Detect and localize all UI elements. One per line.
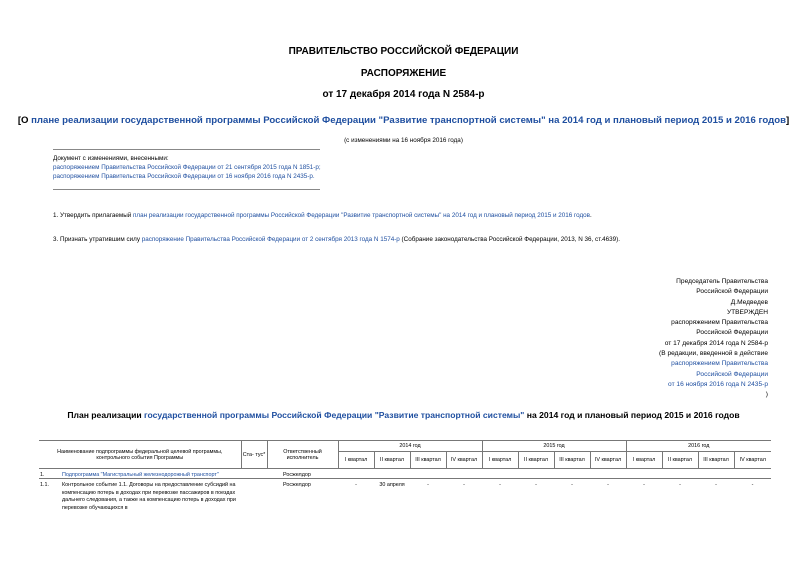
paragraph-1: 1. Утвердить прилагаемый план реализации государственной программы Российской Федерации "Развитие транспортной системы" на 2014 год и плановый период 2015 и 2016 годов.: [53, 212, 592, 219]
header-q3: III квартал: [410, 452, 446, 469]
plan-link[interactable]: план реализации государственной программы Российской Федерации "Развитие транспортной системы" на 2014 год и плановый период 2015 и 2016 годов: [133, 212, 591, 219]
row-status: [241, 479, 267, 513]
header-executor: Ответственный исполнитель: [267, 441, 338, 469]
row-quarters-empty: [338, 469, 771, 479]
signature-line-1: Председатель Правительства: [676, 278, 768, 285]
header-q1: I квартал: [626, 452, 662, 469]
header-q1: I квартал: [482, 452, 518, 469]
row-q: -: [751, 482, 754, 488]
row-executor: Росжелдор: [283, 472, 311, 478]
header-name: Наименование подпрограммы федеральной целевой программы, контрольного события Программы: [39, 441, 241, 469]
row-name-link[interactable]: Подпрограмма "Магистральный железнодорожный транспорт": [62, 472, 219, 478]
header-year-2014: 2014 год: [338, 441, 482, 452]
row-q: -: [571, 482, 573, 488]
row-q: -: [463, 482, 465, 488]
approval-link-1[interactable]: распоряжением Правительства: [671, 360, 768, 368]
header-q4: IV квартал: [590, 452, 626, 469]
plan-table: [39, 440, 771, 512]
approval-line-1: УТВЕРЖДЕН: [726, 308, 768, 316]
repealed-order-link[interactable]: распоряжение Правительства Российской Федерации от 2 сентября 2013 года N 1574-р: [141, 236, 400, 243]
row-status: [241, 469, 267, 479]
row-q: -: [355, 482, 357, 488]
header-status: Ста- тус*: [241, 441, 267, 469]
plan-title: План реализации государственной программы Российской Федерации "Развитие транспортной системы" на 2014 год и плановый период 2015 и 2016 годов: [67, 410, 740, 420]
signature-name: Д.Медведев: [730, 298, 768, 306]
approval-close: ): [765, 391, 768, 399]
government-heading: ПРАВИТЕЛЬСТВО РОССИЙСКОЙ ФЕДЕРАЦИИ: [288, 46, 519, 57]
document-type: РАСПОРЯЖЕНИЕ: [360, 68, 447, 79]
header-q4: IV квартал: [446, 452, 482, 469]
approval-line-3: Российской Федерации: [696, 329, 768, 337]
amendments-label: Документ с изменениями, внесенными:: [53, 155, 169, 162]
row-number: 1.: [40, 472, 45, 478]
amendment-link-1[interactable]: распоряжением Правительства Российской Федерации от 21 сентября 2015 года N 1851-р;: [53, 164, 321, 171]
header-year-2016: 2016 год: [626, 441, 771, 452]
header-q4: IV квартал: [734, 452, 771, 469]
title-link[interactable]: плане реализации государственной программы Российской Федерации "Развитие транспортной системы" на 2014 год и плановый период 2015 и 2016 годов: [31, 115, 786, 126]
row-q: -: [499, 482, 501, 488]
divider-bottom: [53, 189, 320, 190]
row-executor: Росжелдор: [283, 482, 311, 488]
table-row: [39, 479, 771, 513]
divider-top: [53, 149, 320, 150]
approval-link-3[interactable]: от 16 ноября 2016 года N 2435-р: [668, 380, 768, 388]
row-name: Контрольное событие 1.1. Договоры на предоставление субсидий на компенсацию потерь в доходах при перевозке пассажиров в поездах дальнего следования, а также на компенсацию потерь в доходах при перевозке обучающихся в: [62, 482, 236, 511]
header-q3: III квартал: [554, 452, 590, 469]
header-year-2015: 2015 год: [482, 441, 626, 452]
row-q: -: [427, 482, 429, 488]
row-number: 1.1.: [40, 482, 49, 488]
header-q2: II квартал: [374, 452, 410, 469]
approval-link-2[interactable]: Российской Федерации: [696, 370, 768, 378]
changes-note: (с изменениями на 16 ноября 2016 года): [344, 137, 463, 144]
approval-line-4: от 17 декабря 2014 года N 2584-р: [664, 339, 768, 347]
table-header-row-years: [39, 441, 771, 452]
row-q: -: [643, 482, 645, 488]
table-row: [39, 469, 771, 479]
row-q: -: [607, 482, 609, 488]
header-q2: II квартал: [662, 452, 698, 469]
approval-line-2: распоряжением Правительства: [671, 319, 768, 327]
approval-line-5: (В редакции, введенной в действие: [659, 350, 768, 358]
amendments-block: [53, 154, 321, 181]
signature-line-2: Российской Федерации: [696, 288, 768, 296]
row-q: -: [715, 482, 717, 488]
row-q: -: [679, 482, 681, 488]
row-q: 30 апреля: [379, 482, 405, 488]
program-link[interactable]: государственной программы Российской Федерации "Развитие транспортной системы": [144, 410, 525, 420]
document-title: [О плане реализации государственной программы Российской Федерации "Развитие транспортной системы" на 2014 год и плановый период 2015 и 2016 годов]: [17, 115, 790, 126]
document-date: от 17 декабря 2014 года N 2584-р: [322, 89, 485, 100]
header-q1: I квартал: [338, 452, 374, 469]
row-q: -: [535, 482, 537, 488]
signature-approval-block: [659, 277, 768, 401]
paragraph-3: 3. Признать утратившим силу распоряжение Правительства Российской Федерации от 2 сентября 2013 года N 1574-р (Собрание законодательства Российской Федерации, 2013, N 36, ст.4639).: [53, 236, 620, 243]
header-q3: III квартал: [698, 452, 734, 469]
header-q2: II квартал: [518, 452, 554, 469]
amendment-link-2[interactable]: распоряжением Правительства Российской Федерации от 16 ноября 2016 года N 2435-р.: [53, 173, 315, 180]
